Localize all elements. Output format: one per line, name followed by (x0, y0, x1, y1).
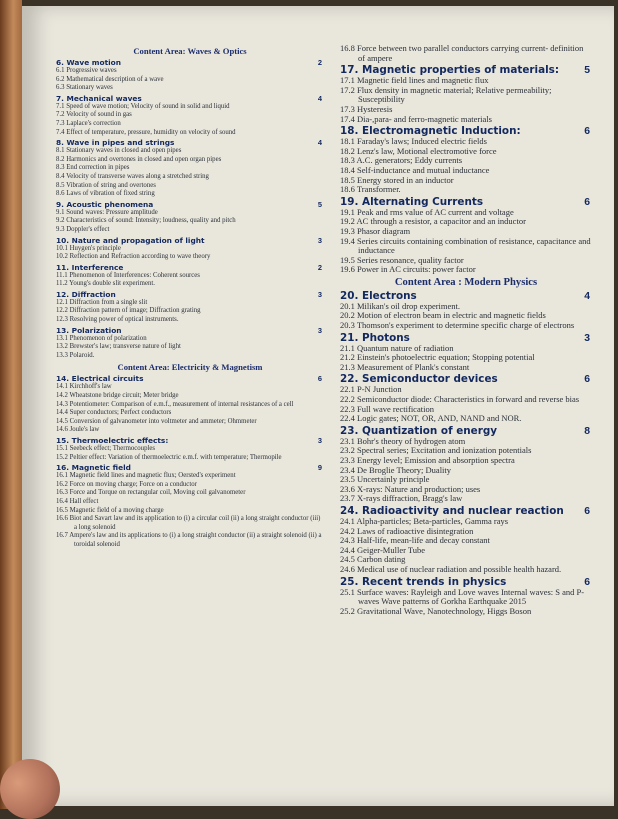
chapter-hours: 6 (584, 576, 590, 588)
topic-item: 25.1 Surface waves: Rayleigh and Love waves Internal waves: S and P-waves Wave patterns of Gorkha Earthquake 2015 (340, 586, 585, 607)
topic-item: 22.2 Semiconductor diode: Characteristics in forward and reverse bias (340, 394, 580, 405)
chapter-title: 8. Wave in pipes and strings (56, 138, 175, 148)
topic-item: 14.1 Kirchhoff's law (56, 383, 112, 391)
left-column (56, 44, 324, 550)
topic-item: 16.1 Magnetic field lines and magnetic flux; Oersted's experiment (56, 472, 236, 480)
book-spine-edge (0, 0, 22, 809)
topic-item: 11.2 Young's double slit experiment. (56, 280, 155, 288)
topic-item: 16.5 Magnetic field of a moving charge (56, 506, 164, 514)
topic-item: 24.1 Alpha-particles; Beta-particles, Gamma rays (340, 515, 509, 526)
topic-item: 16.2 Force on moving charge; Force on a conductor (56, 480, 197, 488)
chapter-heading (56, 138, 324, 147)
chapter-title: 21. Photons (340, 331, 410, 344)
topic-item: 13.1 Phenomenon of polarization (56, 334, 147, 342)
chapter-title: 7. Mechanical waves (56, 93, 142, 103)
topic-item: 8.4 Velocity of transverse waves along a stretched string (56, 172, 209, 180)
topic-item: 17.1 Magnetic field lines and magnetic flux (340, 75, 489, 86)
topic-item: 14.2 Wheatstone bridge circuit; Meter bridge (56, 392, 179, 400)
topic-item: 14.4 Super conductors; Perfect conductors (56, 409, 172, 417)
chapter-heading (56, 290, 324, 299)
topic-item: 7.4 Effect of temperature, pressure, humidity on velocity of sound (56, 128, 236, 136)
topic-item: 14.5 Conversion of galvanometer into voltmeter and ammeter; Ohmmeter (56, 417, 257, 425)
chapter-title: 13. Polarization (56, 325, 122, 335)
topic-item: 16.4 Hall effect (56, 497, 99, 505)
chapter-hours: 3 (317, 235, 322, 245)
chapter-hours: 5 (317, 199, 322, 209)
topic-item: 8.1 Stationary waves in closed and open pipes (56, 147, 182, 155)
chapter-heading (56, 436, 324, 445)
topic-item: 24.6 Medical use of nuclear radiation and possible health hazard. (340, 563, 562, 574)
chapter-hours: 6 (584, 196, 590, 208)
topic-item: 23.5 Uncertainly principle (340, 474, 430, 485)
chapter-hours: 3 (317, 289, 322, 299)
topic-item: 7.2 Velocity of sound in gas (56, 111, 132, 119)
topic-item: 21.2 Einstein's photoelectric equation; Stopping potential (340, 352, 535, 363)
chapter-heading (56, 94, 324, 103)
topic-item: 8.3 End correction in pipes (56, 164, 130, 172)
chapter-hours: 6 (584, 374, 590, 386)
topic-item: 19.6 Power in AC circuits: power factor (340, 264, 476, 275)
topic-item: 25.2 Gravitational Wave, Nanotechnology, Higgs Boson (340, 605, 532, 616)
chapter-hours: 4 (317, 93, 322, 103)
chapter-hours: 3 (317, 325, 322, 335)
chapter-hours: 3 (317, 436, 322, 445)
chapter-heading (56, 463, 324, 472)
topic-item: 9.2 Characteristics of sound: Intensity; loudness, quality and pitch (56, 217, 236, 225)
topic-item: 17.3 Hysteresis (340, 103, 393, 114)
topic-item: 12.1 Diffraction from a single slit (56, 298, 148, 306)
chapter-heading (56, 374, 324, 383)
topic-item: 14.6 Joule's law (56, 426, 100, 434)
topic-item: 24.5 Carbon dating (340, 554, 406, 565)
topic-item: 23.3 Energy level; Emission and absorption spectra (340, 455, 515, 465)
topic-item: 9.3 Doppler's effect (56, 225, 110, 233)
chapter-title: 24. Radioactivity and nuclear reaction (340, 504, 564, 517)
topic-item: 10.1 Huygen's principle (56, 244, 121, 252)
topic-item: 18.4 Self-inductance and mutual inductance (340, 164, 490, 175)
chapter-heading (340, 196, 592, 208)
topic-item: 12.2 Diffraction pattern of image; Diffraction grating (56, 307, 201, 315)
topic-item: 7.3 Laplace's correction (56, 119, 121, 127)
topic-item: 24.4 Geiger-Muller Tube (340, 544, 426, 555)
topic-item: 18.5 Energy stored in an inductor (340, 174, 454, 185)
chapter-title: 16. Magnetic field (56, 463, 131, 473)
topic-item: 13.3 Polaroid. (56, 351, 95, 359)
topic-item: 6.3 Stationary waves (56, 84, 113, 92)
topic-item: 7.1 Speed of wave motion; Velocity of sound in solid and liquid (56, 102, 230, 110)
chapter-hours: 3 (584, 332, 590, 344)
chapter-title: 10. Nature and propagation of light (56, 235, 205, 245)
topic-item: 18.3 A.C. generators; Eddy currents (340, 155, 463, 166)
topic-item: 18.6 Transformer. (340, 184, 401, 195)
topic-item: 12.3 Resolving power of optical instruments. (56, 316, 179, 324)
chapter-heading (56, 58, 324, 67)
chapter-hours: 6 (584, 505, 590, 517)
chapter-heading (56, 236, 324, 245)
chapter-title: 9. Acoustic phenomena (56, 199, 154, 209)
thumb-photo-artifact (0, 759, 60, 819)
chapter-title: 17. Magnetic properties of materials: (340, 64, 559, 77)
chapter-title: 25. Recent trends in physics (340, 575, 507, 588)
chapter-title: 20. Electrons (340, 289, 417, 302)
topic-item: 17.4 Dia-,para- and ferro-magnetic materials (340, 113, 492, 124)
topic-item: 21.3 Measurement of Plank's constant (340, 361, 470, 372)
chapter-heading (340, 332, 592, 344)
chapter-title: 11. Interference (56, 262, 124, 272)
topic-item: 21.1 Quantum nature of radiation (340, 342, 454, 353)
topic-item: 20.3 Thomson's experiment to determine specific charge of electrons (340, 320, 575, 331)
topic-item: 20.2 Motion of electron beam in electric and magnetic fields (340, 310, 546, 321)
topic-item: 18.1 Faraday's laws; Induced electric fields (340, 136, 487, 147)
content-area-heading: Content Area : Modern Physics (394, 276, 538, 288)
chapter-hours: 6 (317, 374, 322, 384)
chapter-heading (340, 425, 592, 437)
topic-item: 16.3 Force and Torque on rectangular coil, Moving coil galvanometer (56, 489, 246, 497)
topic-item: 19.4 Series circuits containing combination of resistance, capacitance and inductance (340, 235, 591, 256)
topic-item: 11.1 Phenomenon of Interferences: Coherent sources (56, 271, 200, 279)
chapter-heading (340, 576, 592, 588)
topic-item: 6.1 Progressive waves (56, 67, 117, 74)
topic-item: 19.1 Peak and rms value of AC current and voltage (340, 206, 514, 217)
topic-item: 6.2 Mathematical description of a wave (56, 75, 164, 83)
chapter-hours: 6 (584, 126, 590, 138)
topic-item: 20.1 Milikan's oil drop experiment. (340, 300, 461, 311)
topic-item: 16.7 Ampere's law and its applications to (i) a long straight conductor (ii) a straight solenoid (ii) a toroidal solenoid (56, 532, 322, 548)
content-area-heading: Content Area: Electricity & Magnetism (117, 362, 263, 373)
topic-item: 16.6 Biot and Savart law and its application to (i) a circular coil (ii) a long straight conductor (iii) a long solenoid (56, 515, 321, 531)
topic-item: 23.7 X-rays diffraction, Bragg's law (340, 493, 463, 504)
topic-item: 14.3 Potentiometer: Comparison of e.m.f., measurement of internal resistances of a cell (56, 400, 294, 408)
topic-item: 24.2 Laws of radioactive disintegration (340, 525, 474, 536)
chapter-heading (56, 200, 324, 209)
chapter-title: 18. Electromagnetic Induction: (340, 125, 521, 138)
content-area-heading: Content Area: Waves & Optics (133, 46, 247, 56)
topic-item: 15.1 Seebeck effect; Thermocouples (56, 445, 156, 452)
topic-item: 23.2 Spectral series; Excitation and ionization potentials (340, 445, 532, 456)
topic-item: 8.2 Harmonics and overtones in closed and open organ pipes (56, 155, 222, 163)
right-column (340, 44, 592, 616)
chapter-hours: 2 (317, 58, 322, 67)
topic-item: 8.5 Vibration of string and overtones (56, 181, 156, 189)
topic-item: 19.2 AC through a resistor, a capacitor and an inductor (340, 216, 526, 227)
topic-item: 22.4 Logic gates; NOT, OR, AND, NAND and NOR. (340, 413, 522, 424)
chapter-title: 12. Diffraction (56, 289, 116, 299)
chapter-title: 6. Wave motion (56, 58, 121, 67)
chapter-title: 22. Semiconductor devices (340, 373, 498, 386)
topic-item: 15.2 Peltier effect: Variation of thermoelectric e.m.f. with temperature; Thermopile (56, 453, 282, 461)
chapter-title: 15. Thermoelectric effects: (56, 436, 169, 445)
topic-item: 17.2 Flux density in magnetic material; Relative permeability; Susceptibility (340, 84, 552, 105)
chapter-hours: 2 (317, 262, 322, 272)
chapter-heading (56, 263, 324, 272)
chapter-hours: 8 (584, 425, 590, 437)
topic-item: 23.4 De Broglie Theory; Duality (340, 464, 452, 475)
chapter-title: 23. Quantization of energy (340, 424, 498, 437)
topic-item: 18.2 Lenz's law, Motional electromotive force (340, 145, 497, 156)
topic-item: 19.5 Series resonance, quality factor (340, 254, 464, 265)
topic-item: 23.1 Bohr's theory of hydrogen atom (340, 435, 466, 446)
topic-item: 22.3 Full wave rectification (340, 403, 434, 414)
topic-item: 8.6 Laws of vibration of fixed string (56, 190, 155, 198)
chapter-hours: 4 (584, 290, 590, 302)
chapter-title: 14. Electrical circuits (56, 374, 144, 384)
topic-item: 9.1 Sound waves: Pressure amplitude (56, 208, 158, 216)
topic-item: 16.8 Force between two parallel conductors carrying current- definition of ampere (340, 43, 584, 63)
chapter-heading (56, 326, 324, 335)
topic-item: 22.1 P-N Junction (340, 384, 402, 395)
chapter-hours: 9 (317, 463, 322, 473)
topic-item: 19.3 Phasor diagram (340, 225, 411, 236)
chapter-title: 19. Alternating Currents (340, 195, 484, 208)
topic-item: 10.2 Reflection and Refraction according to wave theory (56, 253, 211, 261)
chapter-hours: 5 (584, 65, 590, 77)
topic-item: 13.2 Brewster's law; transverse nature of light (56, 343, 181, 351)
topic-item: 23.6 X-rays: Nature and production; uses (340, 483, 481, 494)
syllabus-page (22, 6, 614, 806)
topic-item: 24.3 Half-life, mean-life and decay constant (340, 535, 490, 546)
chapter-hours: 4 (317, 138, 322, 148)
